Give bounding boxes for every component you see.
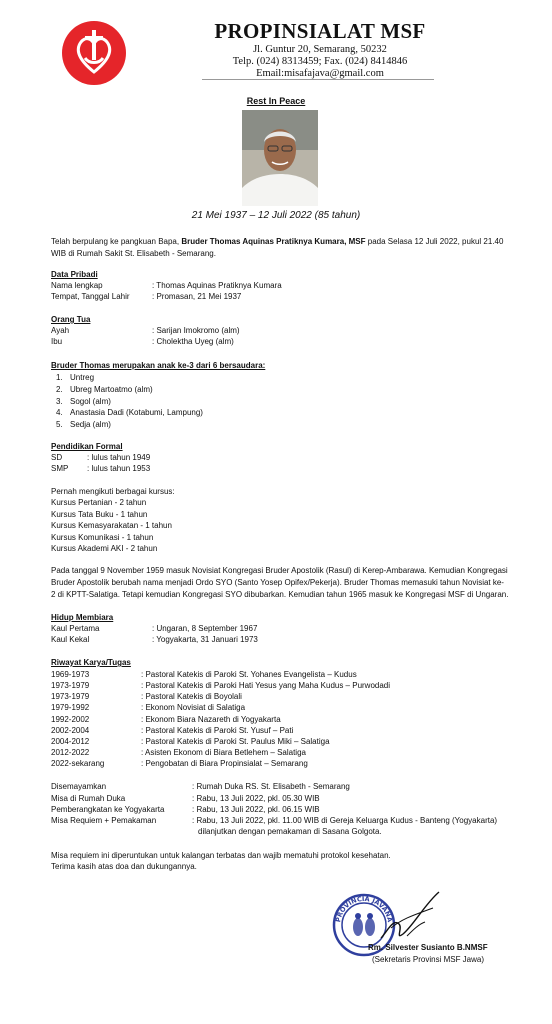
org-name: PROPINSIALAT MSF: [214, 19, 426, 43]
riwayat-task: : Ekonom Biara Nazareth di Yogyakarta: [141, 715, 281, 724]
kursus-item: Kursus Akademi AKI - 2 tahun: [51, 544, 158, 553]
heading-pendidikan: Pendidikan Formal: [51, 442, 123, 451]
value-ttl: : Promasan, 21 Mei 1937: [152, 292, 242, 301]
heading-hidup-membiara: Hidup Membiara: [51, 613, 114, 622]
riwayat-task: : Ekonom Novisiat di Salatiga: [141, 703, 246, 712]
org-address: Jl. Guntur 20, Semarang, 50232: [253, 44, 387, 55]
riwayat-task: : Pengobatan di Biara Propinsialat – Semarang: [141, 759, 308, 768]
riwayat-task: : Pastoral Katekis di Boyolali: [141, 692, 242, 701]
riwayat-task: : Pastoral Katekis di Paroki St. Yohanes Evangelista – Kudus: [141, 670, 357, 679]
list-item: Sedja (alm): [70, 420, 111, 429]
value-smp: : lulus tahun 1953: [87, 464, 151, 473]
org-email: Email:misafajava@gmail.com: [256, 68, 384, 79]
riwayat-year: 1992-2002: [51, 715, 90, 724]
list-item-num: 4.: [56, 408, 63, 417]
heading-riwayat: Riwayat Karya/Tugas: [51, 658, 131, 667]
jadwal-value: : Rumah Duka RS. St. Elisabeth - Semarang: [192, 782, 350, 791]
signer-name: Rm. Silvester Susianto B.NMSF: [368, 943, 488, 952]
heading-data-pribadi: Data Pribadi: [51, 270, 98, 279]
life-dates: 21 Mei 1937 – 12 Juli 2022 (85 tahun): [191, 210, 361, 221]
label-kaul-pertama: Kaul Pertama: [51, 624, 100, 633]
kursus-item: Kursus Komunikasi - 1 tahun: [51, 533, 154, 542]
riwayat-year: 2012-2022: [51, 748, 90, 757]
list-item-num: 2.: [56, 385, 63, 394]
riwayat-task: : Asisten Ekonom di Biara Betlehem – Salatiga: [141, 748, 306, 757]
riwayat-year: 2004-2012: [51, 737, 90, 746]
kursus-item: Kursus Pertanian - 2 tahun: [51, 498, 147, 507]
org-phone-fax: Telp. (024) 8313459; Fax. (024) 8414846: [232, 56, 408, 67]
riwayat-task: : Pastoral Katekis di Paroki St. Yusuf – Pati: [141, 726, 294, 735]
value-ayah: : Sarijan Imokromo (alm): [152, 326, 240, 335]
value-ibu: : Cholektha Uyeg (alm): [152, 337, 234, 346]
intro-paragraph: Telah berpulang ke pangkuan Bapa, Bruder Thomas Aquinas Pratiknya Kumara, MSF pada Selasa 12 Juli 2022, pukul 21.40 WIB di Rumah Sakit St. Elisabeth - Semarang.: [51, 237, 504, 258]
value-nama: : Thomas Aquinas Pratiknya Kumara: [152, 281, 282, 290]
list-item: Untreg: [70, 373, 95, 382]
rip-title: Rest In Peace: [246, 96, 306, 106]
riwayat-task: : Pastoral Katekis di Paroki St. Paulus Miki – Salatiga: [141, 737, 330, 746]
heading-saudara: Bruder Thomas merupakan anak ke-3 dari 6 bersaudara:: [51, 361, 266, 370]
jadwal-value: : Rabu, 13 Juli 2022, pkl. 11.00 WIB di Gereja Keluarga Kudus - Banteng (Yogyakarta): [192, 816, 498, 825]
jadwal-label: Misa Requiem + Pemakaman: [51, 816, 157, 825]
riwayat-year: 1973-1979: [51, 681, 90, 690]
handwritten-signature: [373, 888, 443, 946]
kursus-item: Kursus Kemasyarakatan - 1 tahun: [51, 521, 172, 530]
value-kaul-pertama: : Ungaran, 8 September 1967: [152, 624, 258, 633]
novisiat-line: 2 di KPTT-Salatiga. Tetapi kemudian Kongregasi SYO dibubarkan. Kemudian tahun 1965 masuk ke Kongregasi MSF di Ungaran.: [51, 590, 509, 599]
riwayat-year: 1969-1973: [51, 670, 90, 679]
list-item: Anastasia Dadi (Kotabumi, Lampung): [70, 408, 203, 417]
list-item-num: 5.: [56, 420, 63, 429]
label-smp: SMP: [51, 464, 69, 473]
novisiat-line: Bruder Apostolik berubah nama menjadi Ordo SYO (Santo Yosep Opifex/Pekerja). Bruder Thomas memasuki tahun Novisiat ke-: [51, 578, 504, 587]
portrait-photo: [242, 110, 318, 206]
jadwal-label: Misa di Rumah Duka: [51, 794, 126, 803]
riwayat-year: 1973-1979: [51, 692, 90, 701]
list-item-num: 3.: [56, 397, 63, 406]
riwayat-year: 2022-sekarang: [51, 759, 105, 768]
list-item-num: 1.: [56, 373, 63, 382]
jadwal-label: Pemberangkatan ke Yogyakarta: [51, 805, 165, 814]
riwayat-year: 1979-1992: [51, 703, 90, 712]
jadwal-continuation: dilanjutkan dengan pemakaman di Sasana Golgota.: [198, 827, 382, 836]
label-kaul-kekal: Kaul Kekal: [51, 635, 90, 644]
jadwal-value: : Rabu, 13 Juli 2022, pkl. 05.30 WIB: [192, 794, 320, 803]
value-sd: : lulus tahun 1949: [87, 453, 151, 462]
closing-line: Misa requiem ini diperuntukan untuk kalangan terbatas dan wajib mematuhi protokol kesehatan.: [51, 851, 391, 860]
signer-title: (Sekretaris Provinsi MSF Jawa): [372, 955, 485, 964]
closing-line: Terima kasih atas doa dan dukungannya.: [51, 862, 197, 871]
heading-orang-tua: Orang Tua: [51, 315, 91, 324]
svg-text:PROVINCIA JAVANA: PROVINCIA JAVANA: [334, 894, 394, 923]
riwayat-year: 2002-2004: [51, 726, 90, 735]
msf-logo-icon: [61, 20, 127, 86]
label-nama: Nama lengkap: [51, 281, 103, 290]
novisiat-line: Pada tanggal 9 November 1959 masuk Novisiat Kongregasi Bruder Apostolik (Rasul) di Kerep-Ambarawa. Kemudian Kongregasi: [51, 566, 508, 575]
riwayat-task: : Pastoral Katekis di Paroki Hati Yesus yang Maha Kudus – Purwodadi: [141, 681, 391, 690]
label-ayah: Ayah: [51, 326, 70, 335]
label-ttl: Tempat, Tanggal Lahir: [51, 292, 130, 301]
kursus-intro: Pernah mengikuti berbagai kursus:: [51, 487, 175, 496]
value-kaul-kekal: : Yogyakarta, 31 Januari 1973: [152, 635, 258, 644]
jadwal-value: : Rabu, 13 Juli 2022, pkl. 06.15 WIB: [192, 805, 320, 814]
label-sd: SD: [51, 453, 63, 462]
kursus-item: Kursus Tata Buku - 1 tahun: [51, 510, 148, 519]
list-item: Sogol (alm): [70, 397, 111, 406]
header-divider: [202, 79, 434, 80]
list-item: Ubreg Martoatmo (alm): [70, 385, 153, 394]
jadwal-label: Disemayamkan: [51, 782, 107, 791]
label-ibu: Ibu: [51, 337, 63, 346]
